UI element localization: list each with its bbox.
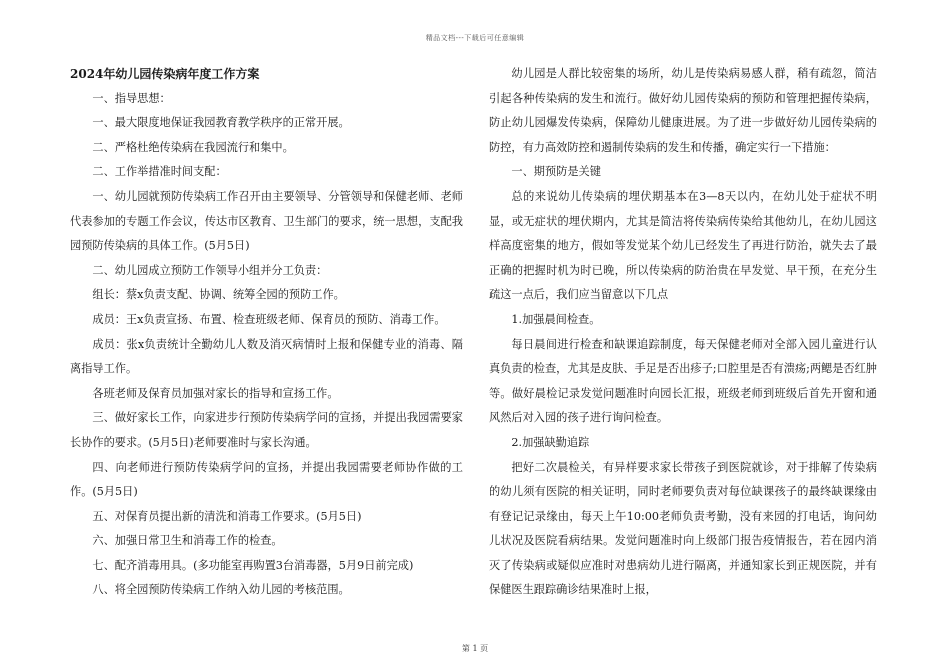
paragraph: 成员：王x负责宣扬、布置、检查班级老师、保育员的预防、消毒工作。 <box>92 312 446 326</box>
page-header: 精品文档---下载后可任意编辑 <box>425 34 525 42</box>
paragraph: 四、向老师进行预防传染病学问的宣扬，并提出我园需要老师协作做的工作。(5月5日) <box>70 460 463 499</box>
paragraph: 三、做好家长工作，向家进步行预防传染病学问的宣扬，并提出我园需要家长协作的要求。(5月5日)老师要准时与家长沟通。 <box>70 411 463 449</box>
paragraph: 五、对保育员提出新的清洗和消毒工作要求。(5月5日) <box>92 509 362 523</box>
paragraph: 各班老师及保育员加强对家长的指导和宣扬工作。 <box>92 386 339 400</box>
subsection-heading: 2.加强缺勤追踪 <box>511 435 590 449</box>
subsection-heading: 1.加强晨间检查。 <box>511 312 601 326</box>
paragraph: 七、配齐消毒用具。(多功能室再购置3台消毒器，5月9日前完成) <box>92 558 414 572</box>
paragraph: 每日晨间进行检查和缺课追踪制度，每天保健老师对全部入园儿童进行认真负责的检查，尤其是皮肤、手足是否出疹子;口腔里是否有溃疡;两鳃是否红肿等。做好晨检记录发觉问题准时向园长汇报，班级老师到班级后首先开窗和通风然后对入园的孩子进行询问检查。 <box>489 337 877 425</box>
paragraph: 六、加强日常卫生和消毒工作的检查。 <box>92 534 283 548</box>
paragraph: 二、严格杜绝传染病在我园流行和集中。 <box>92 140 294 154</box>
document-title: 2024年幼儿园传染病年度工作方案 <box>70 67 260 81</box>
paragraph: 幼儿园是人群比较密集的场所，幼儿是传染病易感人群，稍有疏忽，简洁引起各种传染病的发生和流行。做好幼儿园传染病的预防和管理把握传染病，防止幼儿园爆发传染病，保障幼儿健康进展。为了进一步做好幼儿园传染病的防控，有力高效防控和遏制传染病的发生和传播，确定实行一下措施： <box>489 67 877 154</box>
section-heading: 一、期预防是关键 <box>511 165 601 179</box>
left-column <box>70 62 463 603</box>
paragraph: 一、指导思想： <box>92 91 171 105</box>
paragraph: 二、工作举措准时间支配： <box>92 165 227 179</box>
paragraph: 一、最大限度地保证我园教育教学秩序的正常开展。 <box>92 116 350 130</box>
paragraph: 二、幼儿园成立预防工作领导小组并分工负责： <box>92 263 328 277</box>
right-column <box>489 62 877 603</box>
paragraph: 总的来说幼儿传染病的埋伏期基本在3—8天以内，在幼儿处于症状不明显，或无症状的埋伏期内，尤其是简洁将传染病传染给其他幼儿，在幼儿园这样高度密集的地方，假如等发觉某个幼儿已经发生了再进行防治，就失去了最正确的把握时机为时已晚，所以传染病的防治贵在早发觉、早干预，在充分生疏这一点后，我们应当留意以下几点 <box>489 189 877 302</box>
paragraph: 成员：张x负责统计全勤幼儿人数及消灭病情时上报和保健专业的消毒、隔离指导工作。 <box>70 337 463 376</box>
page-number: 第 1 页 <box>461 644 489 653</box>
paragraph: 八、将全园预防传染病工作纳入幼儿园的考核范围。 <box>92 583 350 597</box>
paragraph: 把好二次晨检关，有异样要求家长带孩子到医院就诊，对于排解了传染病的幼儿须有医院的相关证明，同时老师要负责对每位缺课孩子的最终缺课缘由有登记记录缘由，每天上午10:00老师负责考勤，没有来园的打电话，询问幼儿状况及医院看病结果。发觉问题准时向上级部门报告疫情报告，若在园内消灭了传染病或疑似应准时对患病幼儿进行隔离，并通知家长到正规医院，并有保健医生跟踪确诊结果准时上报， <box>489 460 877 597</box>
paragraph: 一、幼儿园就预防传染病工作召开由主要领导、分管领导和保健老师、老师代表参加的专题工作会议，传达市区教育、卫生部门的要求，统一思想，支配我园预防传染病的具体工作。(5月5日) <box>70 189 463 253</box>
paragraph: 组长：蔡x负责支配、协调、统筹全园的预防工作。 <box>92 288 345 302</box>
